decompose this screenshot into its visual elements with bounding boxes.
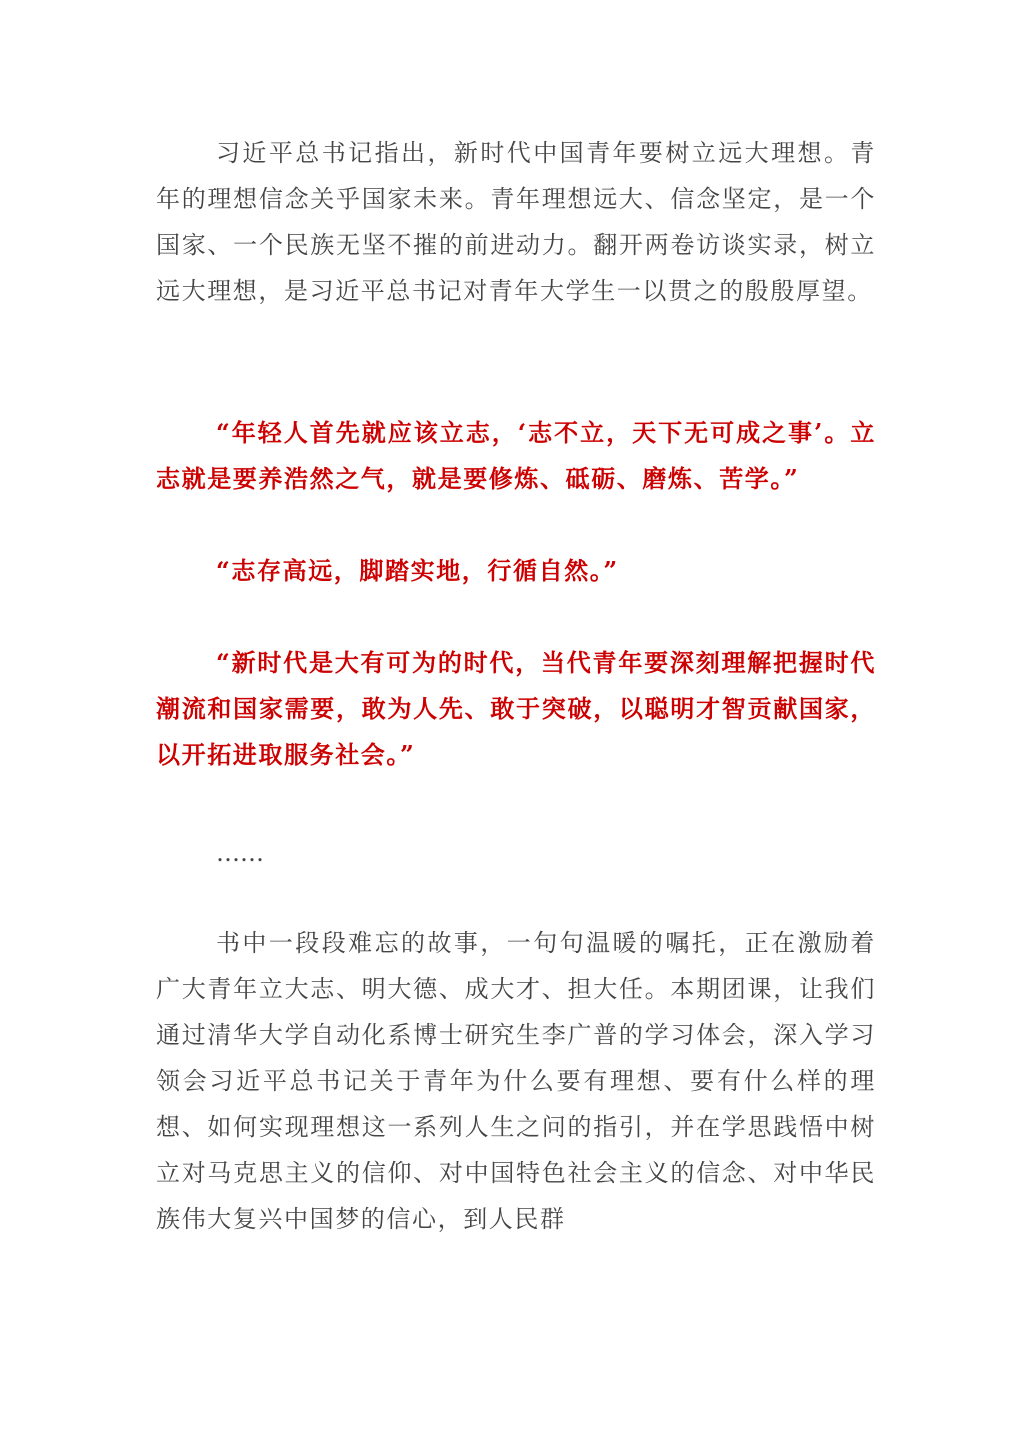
quote-paragraph-2: “志存高远，脚踏实地，行循自然。” xyxy=(216,556,619,585)
quote-paragraph-1: “年轻人首先就应该立志，‘志不立，天下无可成之事’。立志就是要养浩然之气，就是要修炼、砥砺、磨炼、苦学。” xyxy=(156,418,876,493)
ellipsis-paragraph: …… xyxy=(216,839,264,867)
closing-paragraph: 书中一段段难忘的故事，一句句温暖的嘱托，正在激励着广大青年立大志、明大德、成大才、担大任。本期团课，让我们通过清华大学自动化系博士研究生李广普的学习体会，深入学习领会习近平总书记关于青年为什么要有理想、要有什么样的理想、如何实现理想这一系列人生之问的指引，并在学思践悟中树立对马克思主义的信仰、对中国特色社会主义的信念、对中华民族伟大复兴中国梦的信心，到人民群 xyxy=(156,929,876,1233)
intro-paragraph: 习近平总书记指出，新时代中国青年要树立远大理想。青年的理想信念关乎国家未来。青年理想远大、信念坚定，是一个国家、一个民族无坚不摧的前进动力。翻开两卷访谈实录，树立远大理想，是习近平总书记对青年大学生一以贯之的殷殷厚望。 xyxy=(156,139,876,305)
quote-paragraph-3: “新时代是大有可为的时代，当代青年要深刻理解把握时代潮流和国家需要，敢为人先、敢于突破，以聪明才智贡献国家，以开拓进取服务社会。” xyxy=(156,648,876,769)
